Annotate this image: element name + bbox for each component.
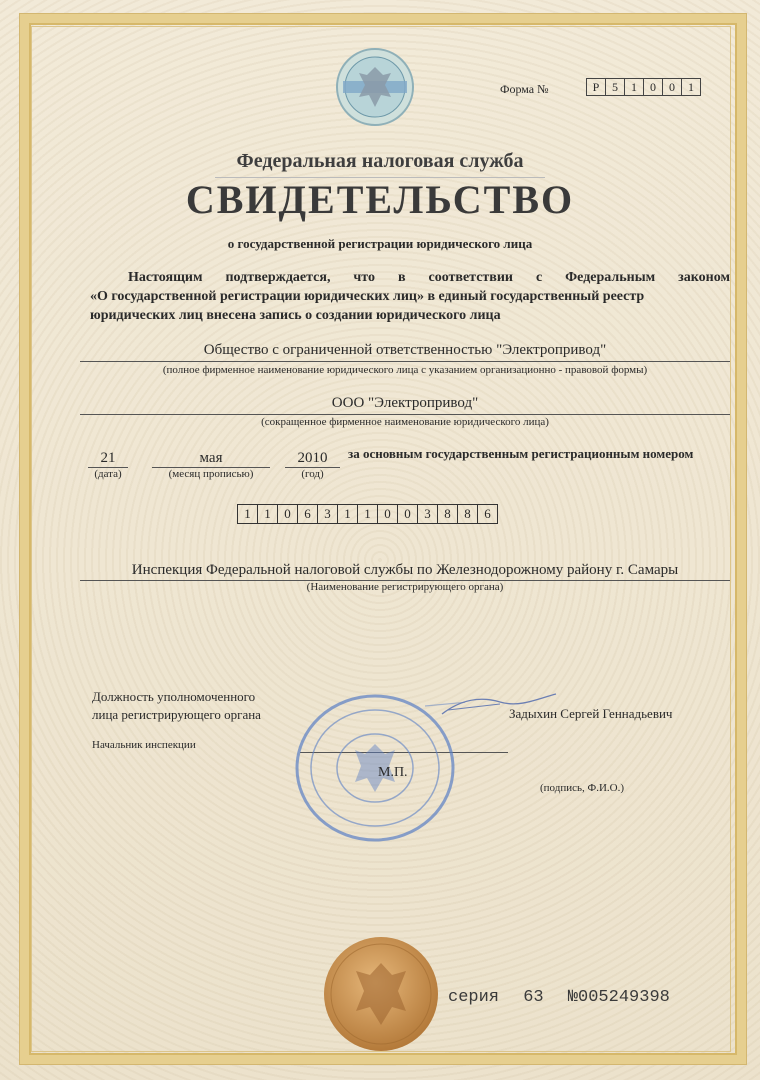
form-number-label: Форма №	[500, 82, 549, 96]
form-code-cell: 0	[643, 78, 663, 96]
registering-authority-caption: (Наименование регистрирующего органа)	[306, 581, 504, 593]
registration-year: 2010	[297, 450, 328, 466]
underline	[80, 414, 730, 415]
position-label-line: лица регистрирующего органа	[92, 707, 261, 722]
form-code-cell: 0	[662, 78, 682, 96]
ogrn-digit: 1	[357, 504, 378, 524]
ogrn-digit: 1	[237, 504, 258, 524]
ogrn-digit: 8	[457, 504, 478, 524]
registration-month: мая	[199, 450, 223, 466]
ogrn-digit: 1	[337, 504, 358, 524]
official-stamp-icon	[285, 688, 465, 848]
entity-full-name: Общество с ограниченной ответственностью "Электропривод"	[203, 342, 607, 358]
form-code-cell: 5	[605, 78, 625, 96]
registration-day: 21	[100, 450, 116, 466]
series-number: №005249398	[567, 988, 670, 1007]
statement-line: юридических лиц внесена запись о создании юридического лица	[90, 308, 501, 323]
signature-caption: (подпись, Ф.И.О.)	[540, 782, 624, 794]
form-code-cell: 1	[681, 78, 701, 96]
registering-authority: Инспекция Федеральной налоговой службы по Железнодорожному району г. Самары	[131, 562, 679, 578]
entity-short-name: ООО "Электропривод"	[331, 395, 479, 411]
entity-short-name-caption: (сокращенное фирменное наименование юридического лица)	[261, 416, 549, 428]
ogrn-digit: 6	[297, 504, 318, 524]
gold-seal-icon	[322, 935, 440, 1053]
form-code-cell: Р	[586, 78, 606, 96]
ogrn-digit: 3	[317, 504, 338, 524]
certificate-series	[448, 988, 670, 1007]
hologram-emblem-icon	[335, 45, 415, 130]
ogrn-digit: 8	[437, 504, 458, 524]
ogrn-digit: 3	[417, 504, 438, 524]
stamp-place-mark: М.П.	[378, 765, 408, 780]
year-caption: (год)	[301, 468, 324, 480]
series-label: серия	[448, 988, 500, 1007]
form-code-cell: 1	[624, 78, 644, 96]
agency-name: Федеральная налоговая служба	[236, 150, 524, 172]
position-label	[92, 688, 261, 724]
ogrn-digit: 1	[257, 504, 278, 524]
document-subtitle: о государственной регистрации юридического лица	[227, 236, 533, 251]
registration-number-text: за основным государственным регистрационным номером	[348, 446, 694, 461]
document-title: СВИДЕТЕЛЬСТВО	[185, 177, 575, 222]
day-caption: (дата)	[94, 468, 122, 480]
series-value: 63	[523, 988, 544, 1007]
official-position: Начальник инспекции	[92, 739, 196, 751]
ogrn-digit: 6	[477, 504, 498, 524]
position-label-line: Должность уполномоченного	[92, 689, 256, 704]
ogrn-digit: 0	[377, 504, 398, 524]
official-name: Задыхин Сергей Геннадьевич	[509, 706, 673, 721]
statement-paragraph	[90, 268, 730, 325]
statement-line: «О государственной регистрации юридических лиц» в единый государственный реестр	[90, 289, 645, 304]
month-caption: (месяц прописью)	[168, 468, 254, 480]
underline	[80, 361, 730, 362]
form-code-cells	[587, 78, 701, 96]
statement-line: Настоящим подтверждается, что в соответствии с Федеральным законом	[128, 270, 730, 285]
entity-full-name-caption: (полное фирменное наименование юридического лица с указанием организационно - правовой формы)	[162, 364, 648, 376]
ogrn-digit: 0	[397, 504, 418, 524]
ogrn-digit: 0	[277, 504, 298, 524]
ogrn-cells	[238, 504, 498, 524]
